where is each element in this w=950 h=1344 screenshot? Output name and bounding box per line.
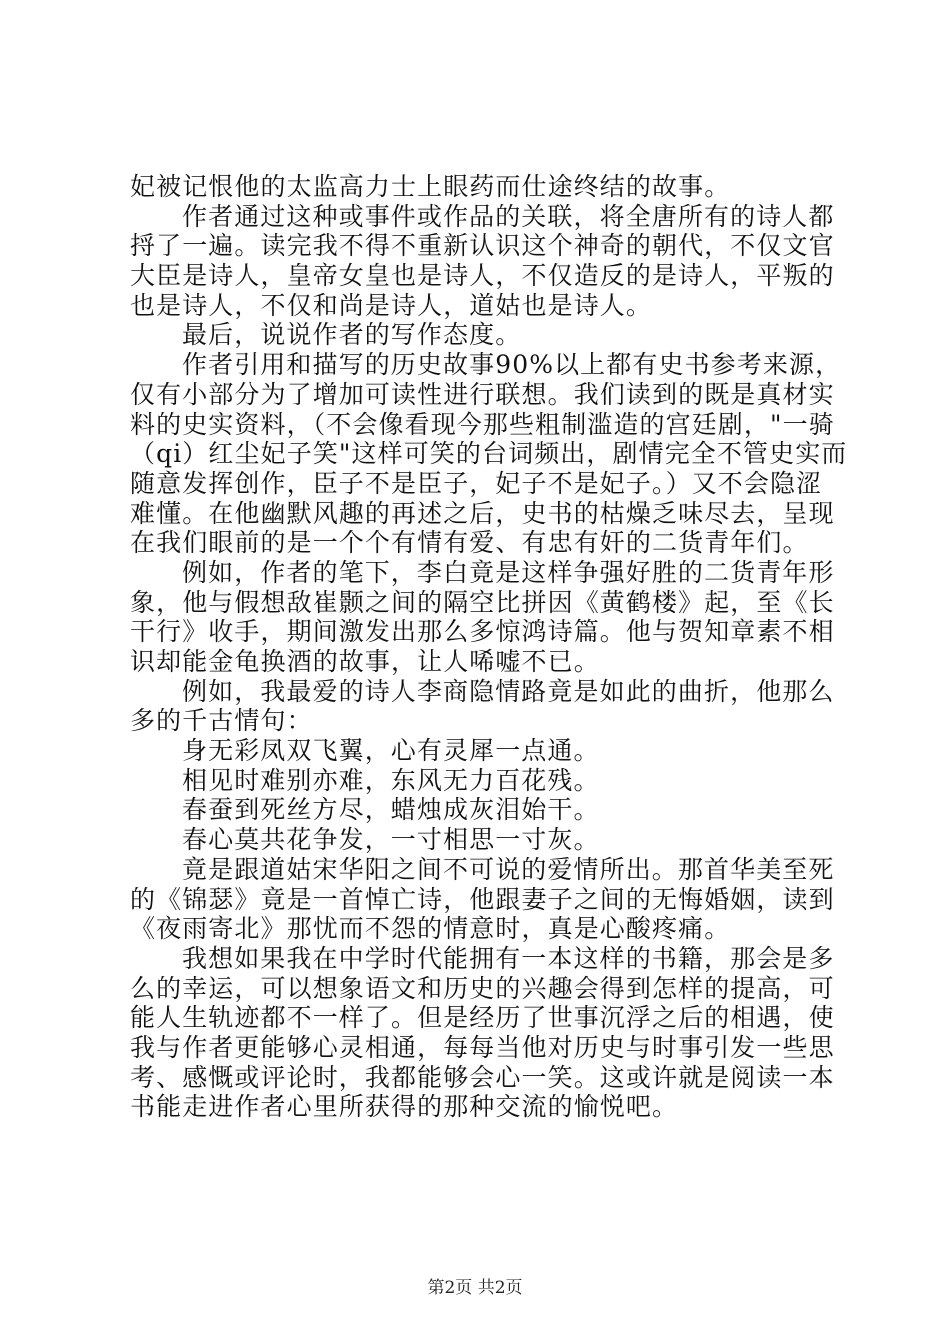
text-line: 难懂。在他幽默风趣的再述之后，史书的枯燥乏味尽去，呈现 (130, 498, 835, 528)
text-line: 妃被记恨他的太监高力士上眼药而仕途终结的故事。 (130, 172, 731, 201)
poem-line: 春蚕到死丝方尽，蜡烛成灰泪始干。 (182, 795, 600, 825)
text-line: 作者通过这种或事件或作品的关联，将全唐所有的诗人都 (182, 201, 835, 231)
poem-line: 相见时难别亦难，东风无力百花残。 (182, 765, 600, 795)
text-line: 《夜雨寄北》那忧而不怨的情意时，真是心酸疼痛。 (130, 914, 731, 944)
text-line: 例如，作者的笔下，李白竟是这样争强好胜的二货青年形 (182, 557, 835, 587)
text-line: 干行》收手，期间激发出那么多惊鸿诗篇。他与贺知章素不相 (130, 617, 835, 647)
document-body (130, 172, 848, 1122)
text-line: 随意发挥创作，臣子不是臣子，妃子不是妃子。）又不会隐涩 (130, 468, 823, 498)
text-line: 的《锦瑟》竟是一首悼亡诗，他跟妻子之间的无悔婚姻，读到 (130, 884, 835, 914)
text-line: 识却能金龟换酒的故事，让人唏嘘不已。 (130, 647, 600, 676)
text-line: 我想如果我在中学时代能拥有一本这样的书籍，那会是多 (182, 943, 835, 973)
text-line: 多的千古情句： (130, 706, 313, 736)
text-line: 我与作者更能够心灵相通，每每当他对历史与时事引发一些思 (130, 1032, 835, 1062)
paragraph (130, 350, 848, 558)
text-line: 捋了一遍。读完我不得不重新认识这个神奇的朝代，不仅文官 (130, 231, 835, 261)
text-line: 最后，说说作者的写作态度。 (182, 320, 522, 350)
text-line: 竟是跟道姑宋华阳之间不可说的爱情所出。那首华美至死 (182, 854, 835, 884)
paragraph (130, 677, 835, 736)
paragraph (130, 172, 835, 202)
text-line: 大臣是诗人，皇帝女皇也是诗人，不仅造反的是诗人，平叛的 (130, 261, 835, 291)
poem-line: 身无彩凤双飞翼，心有灵犀一点通。 (182, 736, 600, 766)
text-line: 也是诗人，不仅和尚是诗人，道姑也是诗人。 (130, 290, 653, 320)
poem-line: 春心莫共花争发，一寸相思一寸灰。 (182, 825, 600, 855)
paragraph (130, 558, 835, 677)
text-line: 象，他与假想敌崔颢之间的隔空比拼因《黄鹤楼》起，至《长 (130, 587, 835, 617)
poem-block (130, 736, 835, 855)
text-line: 考、感慨或评论时，我都能够会心一笑。这或许就是阅读一本 (130, 1062, 835, 1092)
text-line: 么的幸运，可以想象语文和历史的兴趣会得到怎样的提高，可 (130, 973, 835, 1003)
text-line: 例如，我最爱的诗人李商隐情路竟是如此的曲折，他那么 (182, 676, 835, 706)
text-line: 能人生轨迹都不一样了。但是经历了世事沉浮之后的相遇，使 (130, 1003, 835, 1033)
text-line: 仅有小部分为了增加可读性进行联想。我们读到的既是真材实 (130, 379, 835, 409)
paragraph (130, 320, 835, 350)
text-line: 作者引用和描写的历史故事90%以上都有史书参考来源， (182, 350, 842, 380)
paragraph (130, 202, 835, 321)
text-line: 在我们眼前的是一个个有情有爱、有忠有奸的二货青年们。 (130, 528, 809, 558)
page-number-footer: 第2页 共2页 (427, 1278, 523, 1298)
text-line: （qi）红尘妃子笑"这样可笑的台词频出，剧情完全不管史实而 (130, 439, 848, 469)
text-line: 书能走进作者心里所获得的那种交流的愉悦吧。 (130, 1092, 679, 1122)
paragraph (130, 855, 835, 944)
paragraph (130, 944, 835, 1122)
text-line: 料的史实资料，（不会像看现今那些粗制滥造的宫廷剧，"一骑 (130, 409, 835, 439)
